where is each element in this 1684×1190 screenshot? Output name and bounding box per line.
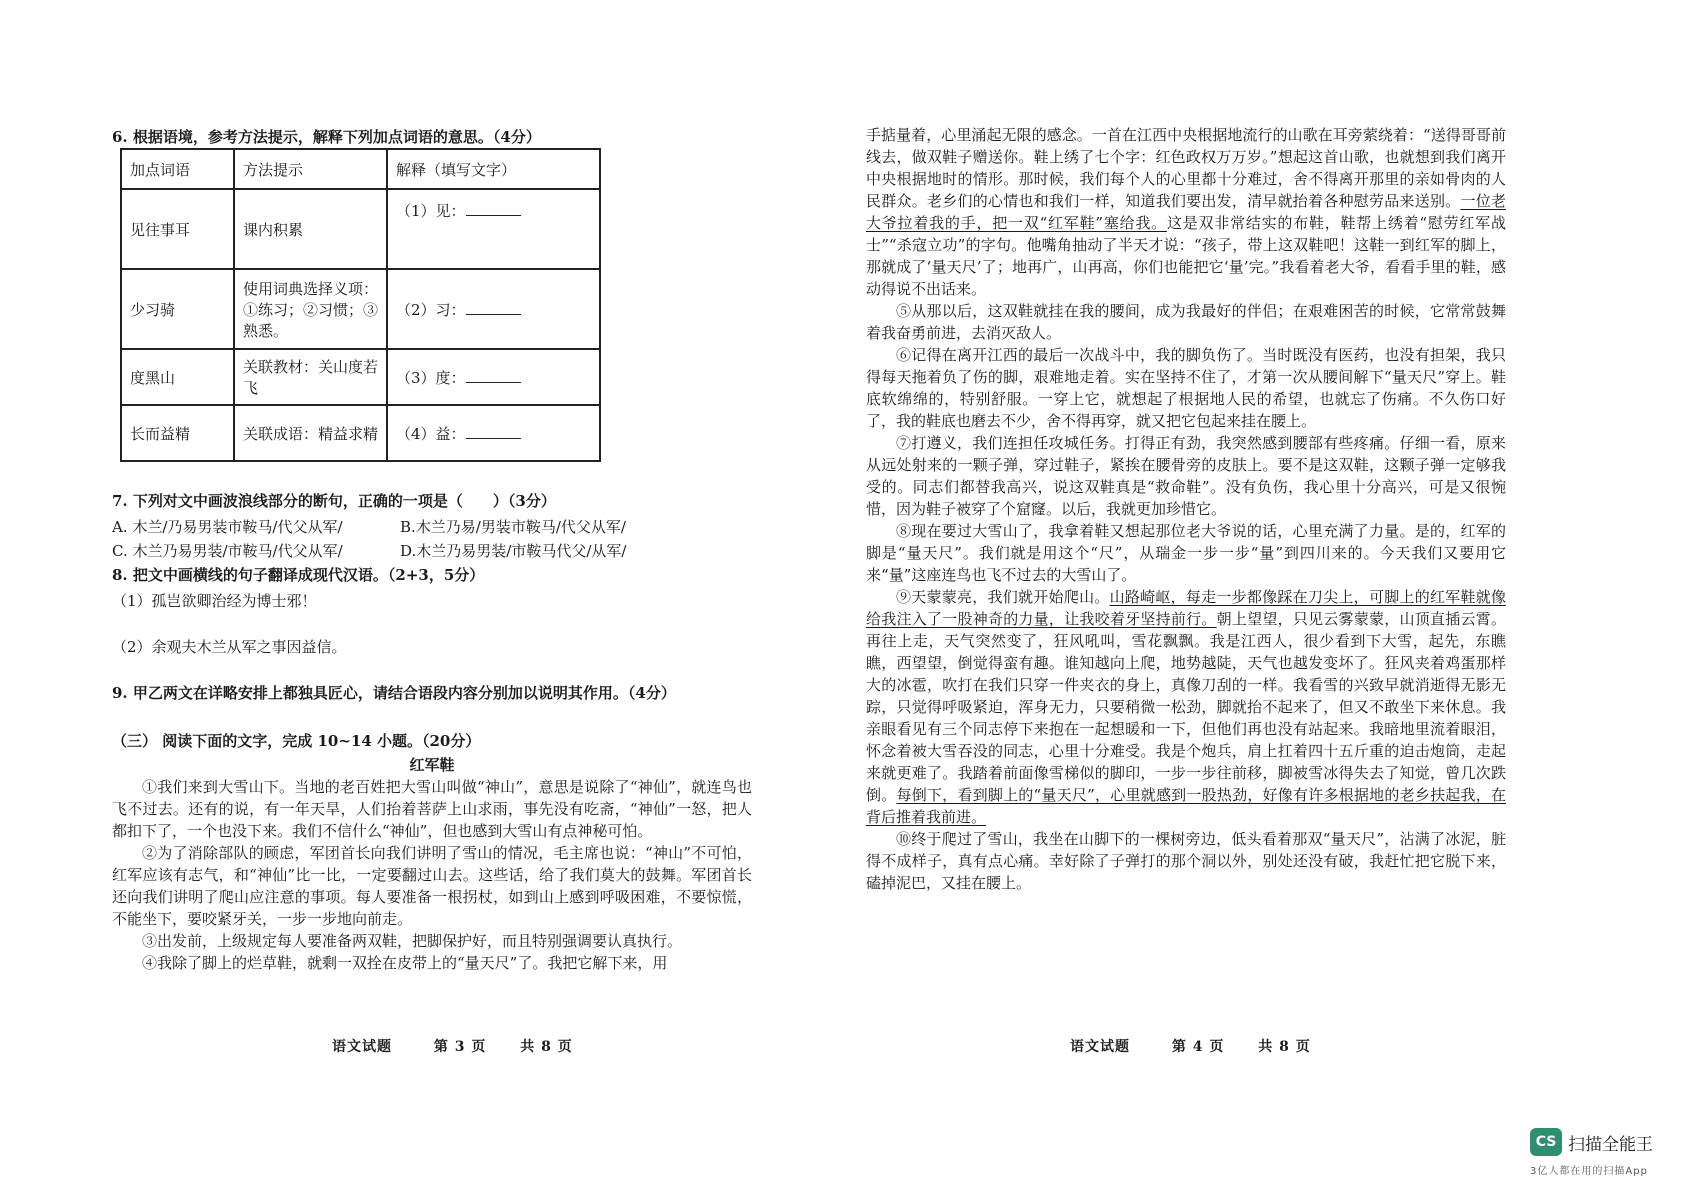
paragraph-8: ⑧现在要过大雪山了，我拿着鞋又想起那位老大爷说的话，心里充满了力量。是的，红军的脚是“量天尺”。我们就是用这个“尺”，从瑞金一步一步“量”到四川来的。今天我们又要用它来“量”这座连鸟也飞不过去的大雪山了。 xyxy=(866,522,1506,584)
q7-option-c: C. 木兰乃易男装/市鞍马/代父从军/ xyxy=(112,542,343,560)
q7-option-d: D.木兰乃易男装/市鞍马代父/从军/ xyxy=(400,542,627,560)
table-answer-label: （1）见： xyxy=(396,202,466,220)
q8-item-2: （2）余观夫木兰从军之事因益信。 xyxy=(112,638,347,656)
table-word: 度黑山 xyxy=(121,349,234,405)
table-word: 少习骑 xyxy=(121,269,234,349)
table-word: 见往事耳 xyxy=(121,189,234,269)
watermark-app-name: 扫描全能王 xyxy=(1568,1135,1653,1155)
footer-total-pages: 共 8 页 xyxy=(520,1039,573,1055)
paragraph-4: ④我除了脚上的烂草鞋，就剩一双拴在皮带上的“量天尺”了。我把它解下来，用 xyxy=(142,954,668,972)
footer-page-number: 第 4 页 xyxy=(1171,1039,1225,1055)
footer-page-number: 第 3 页 xyxy=(433,1039,487,1055)
question-6: 6. 根据语境，参考方法提示，解释下列加点词语的意思。（4分） xyxy=(112,128,541,146)
paragraph-1: ①我们来到大雪山下。当地的老百姓把大雪山叫做“神山”，意思是说除了“神仙”，就连鸟也飞不过去。还有的说，有一年天旱，人们抬着菩萨上山求雨，事先没有吃斋，“神仙”一怒，把人都扣下了，一个也没下来。我们不信什么“神仙”，但也感到大雪山有点神秘可怕。 xyxy=(112,778,752,840)
answer-blank[interactable] xyxy=(466,203,521,216)
story-text-left xyxy=(112,754,752,974)
question-8: 8. 把文中画横线的句子翻译成现代汉语。（2+3，5分） xyxy=(112,566,485,584)
table-header-word: 加点词语 xyxy=(121,149,234,189)
page-footer-right xyxy=(1070,1036,1311,1056)
scanner-watermark xyxy=(1530,1126,1680,1178)
question-7: 7. 下列对文中画波浪线部分的断句，正确的一项是（ ）（3分） xyxy=(112,492,556,510)
section-3-heading: （三） 阅读下面的文字，完成 10~14 小题。（20分） xyxy=(112,732,481,750)
footer-total-pages: 共 8 页 xyxy=(1258,1039,1311,1055)
answer-blank[interactable] xyxy=(466,302,521,315)
underlined-sentence: 山路崎岖，每走一步都像踩在刀尖上，可脚上的红军鞋就像给我注入了一股神奇的力量，让我咬着牙坚持前行。 xyxy=(866,588,1506,628)
paragraph-3: ③出发前，上级规定每人要准备两双鞋，把脚保护好，而且特别强调要认真执行。 xyxy=(142,932,683,950)
table-hint: 使用词典选择义项：①练习；②习惯；③熟悉。 xyxy=(234,269,387,349)
answer-blank[interactable] xyxy=(466,426,521,439)
footer-subject: 语文试题 xyxy=(332,1039,392,1055)
table-header-answer: 解释（填写文字） xyxy=(387,149,600,189)
footer-subject: 语文试题 xyxy=(1070,1039,1130,1055)
page-footer-left xyxy=(332,1036,573,1056)
underlined-sentence: 一位老大爷拉着我的手，把一双“红军鞋”塞给我。 xyxy=(866,192,1506,232)
table-header-hint: 方法提示 xyxy=(234,149,387,189)
table-word: 长而益精 xyxy=(121,405,234,461)
underlined-sentence: 每倒下，看到脚上的“量天尺”，心里就感到一股热劲，好像有许多根据地的老乡扶起我，在背后推着我前进。 xyxy=(866,786,1506,826)
table-hint: 关联成语：精益求精 xyxy=(234,405,387,461)
paragraph-7: ⑦打遵义，我们连担任攻城任务。打得正有劲，我突然感到腰部有些疼痛。仔细一看，原来从远处射来的一颗子弹，穿过鞋子，紧挨在腰骨旁的皮肤上。要不是这双鞋，这颗子弹一定够我受的。同志们都替我高兴，说这双鞋真是“救命鞋”。没有负伤，我心里十分高兴，可是又很惋惜，因为鞋子被穿了个窟窿。以后，我就更加珍惜它。 xyxy=(866,434,1506,518)
paragraph-10: ⑩终于爬过了雪山，我坐在山脚下的一棵树旁边，低头看着那双“量天尺”，沾满了冰泥，脏得不成样子，真有点心痛。幸好除了子弹打的那个洞以外，别处还没有破，我赶忙把它脱下来，磕掉泥巴，又挂在腰上。 xyxy=(866,830,1506,892)
paragraph-4-continued: 手掂量着，心里涌起无限的感念。一首在江西中央根据地流行的山歌在耳旁萦绕着：“送得哥哥前线去，做双鞋子赠送你。鞋上绣了七个字：红色政权万万岁。”想起这首山歌，也就想到我们离开中央根据地时的情形。那时候，我们每个人的心里都十分难过，舍不得离开那里的亲如骨肉的人民群众。老乡们的心情也和我们一样，知道我们要出发，清早就抬着各种慰劳品来送别。一位老大爷拉着我的手，把一双“红军鞋”塞给我。这是双非常结实的布鞋，鞋帮上绣着“慰劳红军战士”“杀寇立功”的字句。他嘴角抽动了半天才说：“孩子，带上这双鞋吧！这鞋一到红军的脚上，那就成了‘量天尺’了；地再广，山再高，你们也能把它‘量’完。”我看着老大爷，看看手里的鞋，感动得说不出话来。 xyxy=(866,126,1507,298)
vocab-table xyxy=(120,148,601,462)
question-9: 9. 甲乙两文在详略安排上都独具匠心，请结合语段内容分别加以说明其作用。（4分） xyxy=(112,684,676,702)
paragraph-5: ⑤从那以后，这双鞋就挂在我的腰间，成为我最好的伴侣；在艰难困苦的时候，它常常鼓舞着我奋勇前进，去消灭敌人。 xyxy=(866,302,1506,342)
answer-blank[interactable] xyxy=(466,370,521,383)
right-page xyxy=(842,0,1684,1190)
q7-option-b: B.木兰乃易/男装市鞍马/代父从军/ xyxy=(400,518,626,536)
paragraph-9: ⑨天蒙蒙亮，我们就开始爬山。山路崎岖，每走一步都像踩在刀尖上，可脚上的红军鞋就像给我注入了一股神奇的力量，让我咬着牙坚持前行。朝上望望，只见云雾蒙蒙，山顶直插云霄。再往上走，天气突然变了，狂风吼叫，雪花飘飘。我是江西人，很少看到下大雪，起先，东瞧瞧，西望望，倒觉得蛮有趣。谁知越向上爬，地势越陡，天气也越发变坏了。狂风夹着鸡蛋那样大的冰雹，吹打在我们只穿一件夹衣的身上，真像刀刮的一样。我看雪的兴致早就消逝得无影无踪，只觉得呼吸紧迫，浑身无力，只要稍微一松劲，脚就抬不起来了，但又不敢坐下来休息。我亲眼看见有三个同志停下来抱在一起想暖和一下，但他们再也没有站起来。我暗地里流着眼泪，怀念着被大雪吞没的同志，心里十分难受。我是个炮兵，肩上扛着四十五斤重的迫击炮筒，走起来就更难了。我踏着前面像雪梯似的脚印，一步一步往前移，脚被雪冰得失去了知觉，曾几次跌倒。每倒下，看到脚上的“量天尺”，心里就感到一股热劲，好像有许多根据地的老乡扶起我，在背后推着我前进。 xyxy=(866,588,1506,826)
table-answer-label: （2）习： xyxy=(396,300,466,319)
q8-item-1: （1）孤岂欲卿治经为博士邪！ xyxy=(112,592,317,610)
table-hint: 课内积累 xyxy=(234,189,387,269)
story-title: 红军鞋 xyxy=(409,756,455,774)
table-hint: 关联教材：关山度若飞 xyxy=(234,349,387,405)
table-answer-label: （3）度： xyxy=(396,368,466,387)
paragraph-6: ⑥记得在离开江西的最后一次战斗中，我的脚负伤了。当时既没有医药，也没有担架，我只得每天拖着负了伤的脚，艰难地走着。实在坚持不住了，才第一次从腰间解下“量天尺”穿上。鞋底软绵绵的，特别舒服。一穿上它，就想起了根据地人民的希望，也就忘了伤痛。不久伤口好了，我的鞋底也磨去不少，舍不得再穿，就又把它包起来挂在腰上。 xyxy=(866,346,1506,430)
story-text-right xyxy=(866,124,1506,894)
q7-option-a: A. 木兰/乃易男装市鞍马/代父从军/ xyxy=(112,518,343,536)
paragraph-2: ②为了消除部队的顾虑，军团首长向我们讲明了雪山的情况，毛主席也说：“神山”不可怕，红军应该有志气，和“神仙”比一比，一定要翻过山去。这些话，给了我们莫大的鼓舞。军团首长还向我们讲明了爬山应注意的事项。每人要准备一根拐杖，如到山上感到呼吸困难，不要惊慌，不能坐下，要咬紧牙关，一步一步地向前走。 xyxy=(112,844,752,928)
table-answer-label: （4）益： xyxy=(396,424,466,443)
camscanner-logo-icon: CS xyxy=(1530,1128,1562,1156)
watermark-tagline: 3亿人都在用的扫描App xyxy=(1530,1166,1648,1177)
